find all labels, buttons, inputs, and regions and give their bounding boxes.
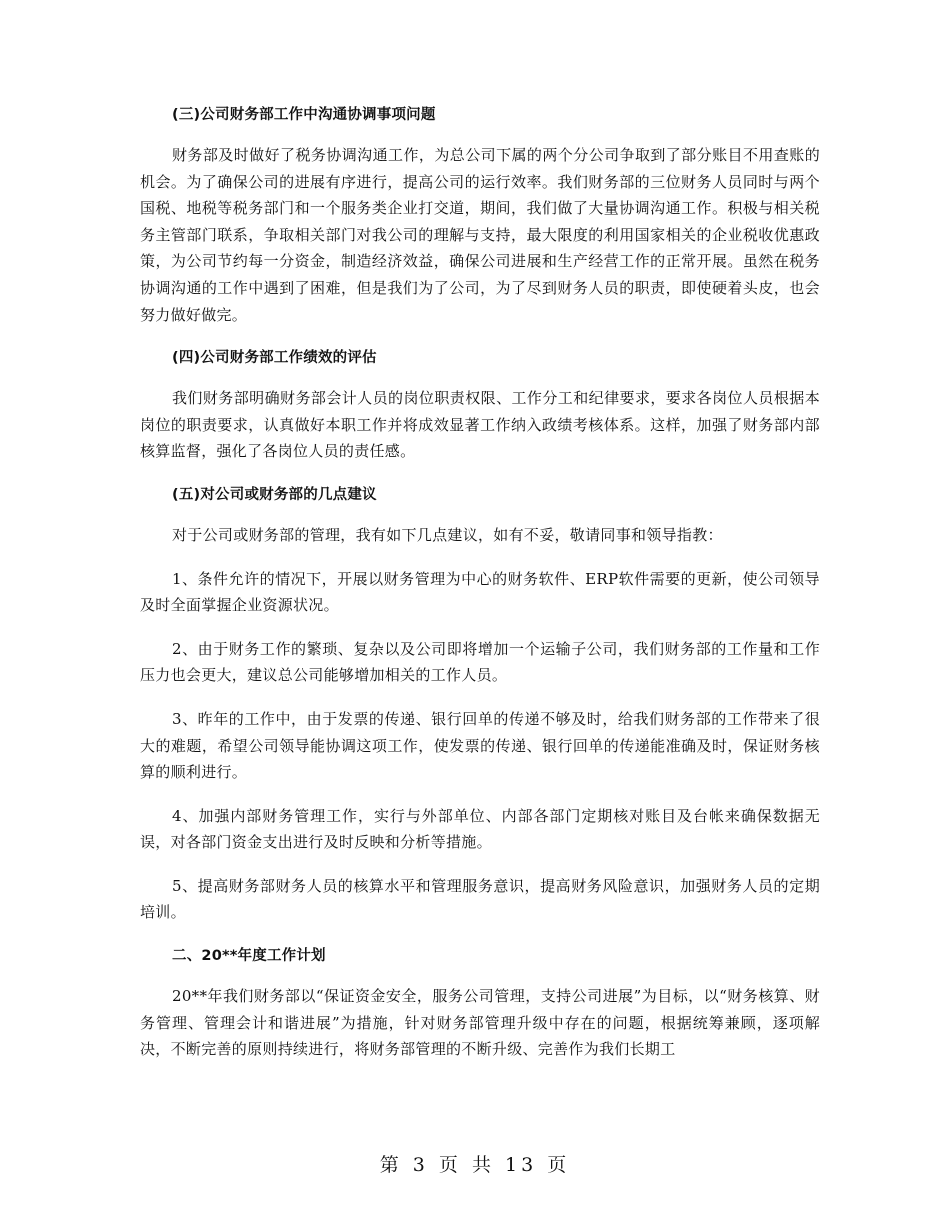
section-heading: (五)对公司或财务部的几点建议 — [172, 486, 377, 503]
body-paragraph: 我们财务部明确财务部会计人员的岗位职责权限、工作分工和纪律要求，要求各岗位人员根据本岗位的职责要求，认真做好本职工作并将成效显著工作纳入政绩考核体系。这样，加强了财务部内部核算监督，强化了各岗位人员的责任感。 — [140, 389, 820, 461]
suggestion-item: 5、提高财务部财务人员的核算水平和管理服务意识，提高财务风险意识，加强财务人员的定期培训。 — [140, 876, 820, 922]
section-heading: (三)公司财务部工作中沟通协调事项问题 — [172, 107, 436, 123]
section-heading: 二、20**年度工作计划 — [172, 948, 326, 965]
section-work-plan — [140, 943, 820, 1063]
body-paragraph: 20**年我们财务部以“保证资金安全，服务公司管理，支持公司进展”为目标，以“财务核算、财务管理、管理会计和谐进展”为措施，针对财务部管理升级中存在的问题，根据统筹兼顾，逐项解决，不断完善的原则持续进行，将财务部管理的不断升级、完善作为我们长期工 — [140, 987, 820, 1059]
suggestion-item: 3、昨年的工作中，由于发票的传递、银行回单的传递不够及时，给我们财务部的工作带来了很大的难题，希望公司领导能协调这项工作，使发票的传递、银行回单的传递能准确及时，保证财务核算的顺利进行。 — [140, 709, 820, 782]
section-suggestions — [140, 482, 820, 926]
page-number-footer: 第 3 页 共 13 页 — [379, 1154, 571, 1176]
document-page — [140, 102, 820, 1080]
section-heading: (四)公司财务部工作绩效的评估 — [172, 350, 377, 367]
body-paragraph: 财务部及时做好了税务协调沟通工作，为总公司下属的两个分公司争取到了部分账目不用查账的机会。为了确保公司的进展有序进行，提高公司的运行效率。我们财务部的三位财务人员同时与两个国税、地税等税务部门和一个服务类企业打交道，期间，我们做了大量协调沟通工作。积极与相关税务主管部门联系，争取相关部门对我公司的理解与支持，最大限度的利用国家相关的企业税收优惠政策，为公司节约每一分资金，制造经济效益，确保公司进展和生产经营工作的正常开展。虽然在税务协调沟通的工作中遇到了困难，但是我们为了公司，为了尽到财务人员的职责，即使硬着头皮，也会努力做好做完。 — [140, 146, 820, 324]
suggestion-item: 2、由于财务工作的繁琐、复杂以及公司即将增加一个运输子公司，我们财务部的工作量和工作压力也会更大，建议总公司能够增加相关的工作人员。 — [140, 639, 820, 685]
suggestion-item: 4、加强内部财务管理工作，实行与外部单位、内部各部门定期核对账目及台帐来确保数据无误，对各部门资金支出进行及时反映和分析等措施。 — [140, 806, 820, 852]
section-communication — [140, 102, 820, 328]
body-paragraph: 对于公司或财务部的管理，我有如下几点建议，如有不妥，敬请同事和领导指教： — [172, 525, 723, 544]
suggestion-item: 1、条件允许的情况下，开展以财务管理为中心的财务软件、ERP软件需要的更新，使公司领导及时全面掌握企业资源状况。 — [140, 569, 820, 615]
section-performance — [140, 345, 820, 465]
